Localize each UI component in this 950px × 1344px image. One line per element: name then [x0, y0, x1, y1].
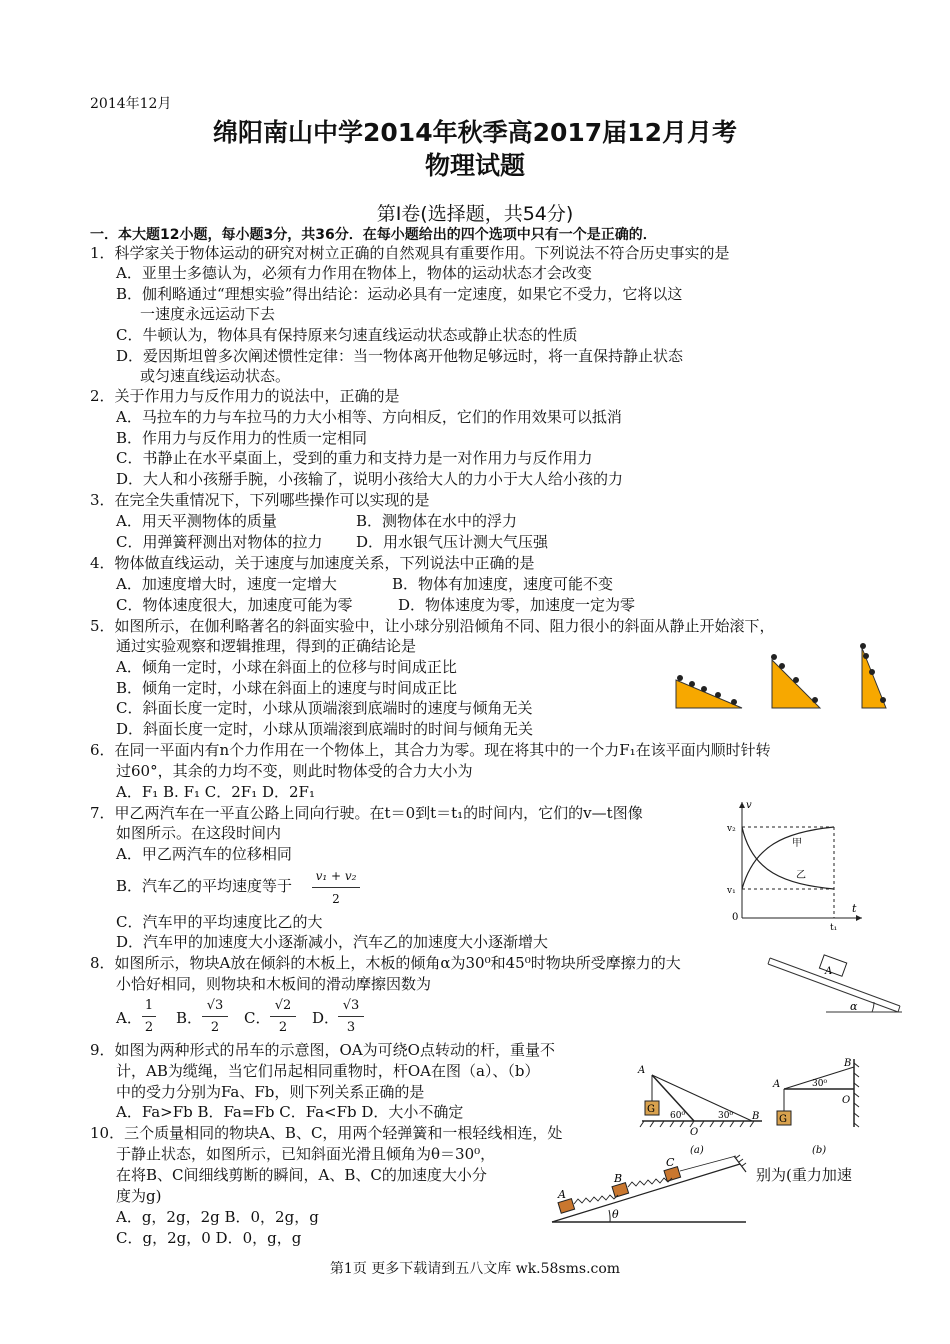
q1-option-b: B．伽利略通过“理想实验”得出结论：运动必具有一定速度，如果它不受力，它将以这: [116, 285, 683, 303]
q5-incline-figure: [672, 644, 902, 714]
q10-angle-label: θ: [612, 1208, 619, 1221]
q7-v2-label: v₂: [727, 824, 736, 834]
q7-option-b: B．汽车乙的平均速度等于: [116, 877, 293, 895]
exam-subject: 物理试题: [424, 151, 525, 180]
q6-stem: 6．在同一平面内有n个力作用在一个物体上，其合力为零。现在将其中的一个力F₁在该平面内顺时针转: [90, 741, 771, 759]
q4-option-c: C．物体速度很大，加速度可能为零: [116, 596, 353, 614]
q9-stem-cont2: 中的受力分别为Fa、Fb，则下列关系正确的是: [116, 1083, 425, 1101]
q7-curve-jia-label: 甲: [792, 838, 802, 849]
q10-stem-cont2: 在将B、C间细线剪断的瞬间，A、B、C的加速度大小分: [116, 1166, 487, 1184]
q5-option-b: B．倾角一定时，小球在斜面上的速度与时间成正比: [116, 679, 458, 697]
q4-stem: 4．物体做直线运动，关于速度与加速度关系，下列说法中正确的是: [90, 554, 535, 572]
q9-b-point-a: A: [773, 1079, 781, 1090]
q10-options-cd: C．g，2g，0 D．0，g，g: [116, 1229, 302, 1247]
incline-medium: [771, 654, 820, 708]
q2-stem: 2．关于作用力与反作用力的说法中，正确的是: [90, 387, 400, 405]
q8-c-bar: [270, 1016, 296, 1017]
q8-d-bar: [338, 1016, 364, 1017]
section-instructions: 一．本大题12小题，每小题3分，共36分．在每小题给出的四个选项中只有一个是正确的．: [90, 227, 657, 243]
q1-option-d-cont: 或匀速直线运动状态。: [140, 367, 291, 385]
q3-option-a: A．用天平测物体的质量: [116, 512, 277, 530]
q5-option-a: A．倾角一定时，小球在斜面上的位移与时间成正比: [116, 658, 457, 676]
q7-t1-label: t₁: [830, 923, 838, 933]
q10-block-a-label: A: [558, 1188, 566, 1201]
q8-a-num: 1: [144, 998, 154, 1013]
q8-option-a: A．: [116, 1009, 142, 1027]
q4-option-a: A．加速度增大时，速度一定增大: [116, 575, 337, 593]
q10-stem-cont1: 于静止状态，如图所示，已知斜面光滑且倾角为θ＝30⁰，: [116, 1145, 496, 1163]
q9-caption-b: (b): [812, 1145, 827, 1156]
q5-stem: 5．如图所示，在伽利略著名的斜面实验中，让小球分别沿倾角不同、阻力很小的斜面从静止开始滚下，: [90, 617, 775, 635]
q10-block-b-label: B: [614, 1172, 623, 1185]
q8-incline-figure: [766, 944, 906, 1020]
q8-b-num: √3: [206, 998, 224, 1013]
q9-caption-a: (a): [690, 1145, 704, 1156]
q8-stem-cont: 小恰好相同，则物块和木板间的滑动摩擦因数为: [116, 975, 432, 993]
crane-a: [637, 1065, 762, 1156]
q1-option-b-cont: 一速度永远运动下去: [140, 305, 276, 323]
q10-block-c-label: C: [666, 1156, 675, 1169]
q9-b-angle-30: 30⁰: [812, 1079, 828, 1089]
q8-d-den: 3: [346, 1020, 356, 1035]
q10-stem: 10．三个质量相同的物块A、B、C，用两个轻弹簧和一根轻线相连，处: [90, 1124, 563, 1142]
q1-option-c: C．牛顿认为，物体具有保持原来匀速直线运动状态或静止状态的性质: [116, 326, 578, 344]
q6-stem-cont: 过60°，其余的力均不变，则此时物体受的合力大小为: [116, 762, 473, 780]
q3-option-c: C．用弹簧秤测出对物体的拉力: [116, 533, 323, 551]
q10-options-ab: A．g，2g，2g B．0，2g，g: [116, 1208, 319, 1226]
q7-vt-graph: [724, 796, 874, 936]
q3-stem: 3．在完全失重情况下，下列哪些操作可以实现的是: [90, 491, 430, 509]
q8-angle-label: α: [850, 1000, 858, 1013]
q8-a-bar: [142, 1016, 156, 1017]
q9-stem-cont1: 计，AB为缆绳，当它们吊起相同重物时，杆OA在图（a）、（b）: [116, 1062, 540, 1080]
q1-stem: 1．科学家关于物体运动的研究对树立正确的自然观具有重要作用。下列说法不符合历史事实的是: [90, 244, 730, 262]
q9-a-point-a: A: [638, 1065, 646, 1076]
q9-b-point-o: O: [842, 1095, 851, 1106]
crane-b: [772, 1058, 859, 1156]
q9-a-point-o: O: [690, 1127, 699, 1138]
q9-a-point-b: B: [752, 1111, 760, 1122]
q8-block-label: A: [825, 966, 833, 977]
q9-a-weight-label: G: [647, 1104, 655, 1115]
q9-b-point-b: B: [844, 1058, 852, 1069]
q10-spring-figure: [550, 1150, 750, 1230]
q9-a-angle-60: 60⁰: [670, 1111, 686, 1121]
q7-v1-label: v₁: [727, 886, 736, 896]
exam-date: 2014年12月: [90, 96, 172, 112]
q2-option-b: B．作用力与反作用力的性质一定相同: [116, 429, 368, 447]
q7-frac-numerator: v₁ + v₂: [315, 869, 357, 883]
q8-d-num: √3: [342, 998, 360, 1013]
q1-option-d: D．爱因斯坦曾多次阐述惯性定律：当一物体离开他物足够远时，将一直保持静止状态: [116, 347, 684, 365]
q8-a-den: 2: [144, 1020, 154, 1035]
q2-option-c: C．书静止在水平桌面上，受到的重力和支持力是一对作用力与反作用力: [116, 449, 593, 467]
q5-option-c: C．斜面长度一定时，小球从顶端滚到底端时的速度与倾角无关: [116, 699, 533, 717]
q4-option-d: D．物体速度为零，加速度一定为零: [398, 596, 636, 614]
q2-option-d: D．大人和小孩掰手腕，小孩输了，说明小孩给大人的力小于大人给小孩的力: [116, 470, 624, 488]
q3-option-d: D．用水银气压计测大气压强: [356, 533, 549, 551]
q7-option-d: D．汽车甲的加速度大小逐渐减小，汽车乙的加速度大小逐渐增大: [116, 933, 549, 951]
q4-option-b: B．物体有加速度，速度可能不变: [392, 575, 614, 593]
q7-frac-denominator: 2: [332, 892, 340, 906]
volume-heading: 第Ⅰ卷(选择题，共54分): [376, 203, 574, 225]
incline-steep: [860, 643, 886, 708]
q6-options: A．F₁ B. F₁ C．2F₁ D．2F₁: [116, 783, 315, 801]
q8-option-d: D．: [312, 1009, 340, 1027]
q5-stem-cont: 通过实验观察和逻辑推理，得到的正确结论是: [116, 637, 417, 655]
q3-option-b: B．测物体在水中的浮力: [356, 512, 518, 530]
q2-option-a: A．马拉车的力与车拉马的力大小相等、方向相反，它们的作用效果可以抵消: [116, 408, 622, 426]
q10-stem-cont3: 度为g): [116, 1187, 162, 1205]
q8-b-den: 2: [210, 1020, 220, 1035]
q8-c-den: 2: [278, 1020, 288, 1035]
q9-options: A．Fa>Fb B．Fa=Fb C．Fa<Fb D．大小不确定: [116, 1103, 464, 1121]
q7-origin-label: 0: [732, 912, 739, 923]
q8-option-b: B．: [176, 1009, 203, 1027]
q8-option-c: C．: [244, 1009, 271, 1027]
q5-option-d: D．斜面长度一定时，小球从顶端滚到底端时的时间与倾角无关: [116, 720, 534, 738]
q7-stem-cont: 如图所示。在这段时间内: [116, 824, 282, 842]
q8-c-num: √2: [274, 998, 292, 1013]
q9-crane-figure: [632, 1055, 872, 1165]
q7-stem: 7．甲乙两汽车在一平直公路上同向行驶。在t＝0到t＝t₁的时间内，它们的v—t图像: [90, 804, 643, 822]
q7-v-axis-label: v: [746, 800, 752, 811]
q8-stem: 8．如图所示，物块A放在倾斜的木板上，木板的倾角α为30⁰和45⁰时物块所受摩擦力的大: [90, 954, 681, 972]
q9-a-angle-30: 30⁰: [718, 1111, 734, 1121]
q9-stem: 9．如图为两种形式的吊车的示意图，OA为可绕O点转动的杆，重量不: [90, 1041, 555, 1059]
incline-shallow: [676, 675, 742, 708]
exam-title: 绵阳南山中学2014年秋季高2017届12月月考: [213, 118, 737, 147]
q1-option-a: A．亚里士多德认为，必须有力作用在物体上，物体的运动状态才会改变: [116, 264, 592, 282]
q7-curve-yi-label: 乙: [796, 870, 806, 881]
q7-option-c: C．汽车甲的平均速度比乙的大: [116, 913, 323, 931]
q10-stem-cont2b: 别为(重力加速: [756, 1166, 852, 1184]
q7-option-a: A．甲乙两汽车的位移相同: [116, 845, 292, 863]
q7-frac-bar: [312, 887, 360, 888]
q7-t-axis-label: t: [852, 902, 857, 915]
page-footer: 第1页 更多下载请到五八文库 wk.58sms.com: [329, 1261, 621, 1277]
q9-b-weight-label: G: [779, 1114, 787, 1125]
q8-b-bar: [202, 1016, 228, 1017]
